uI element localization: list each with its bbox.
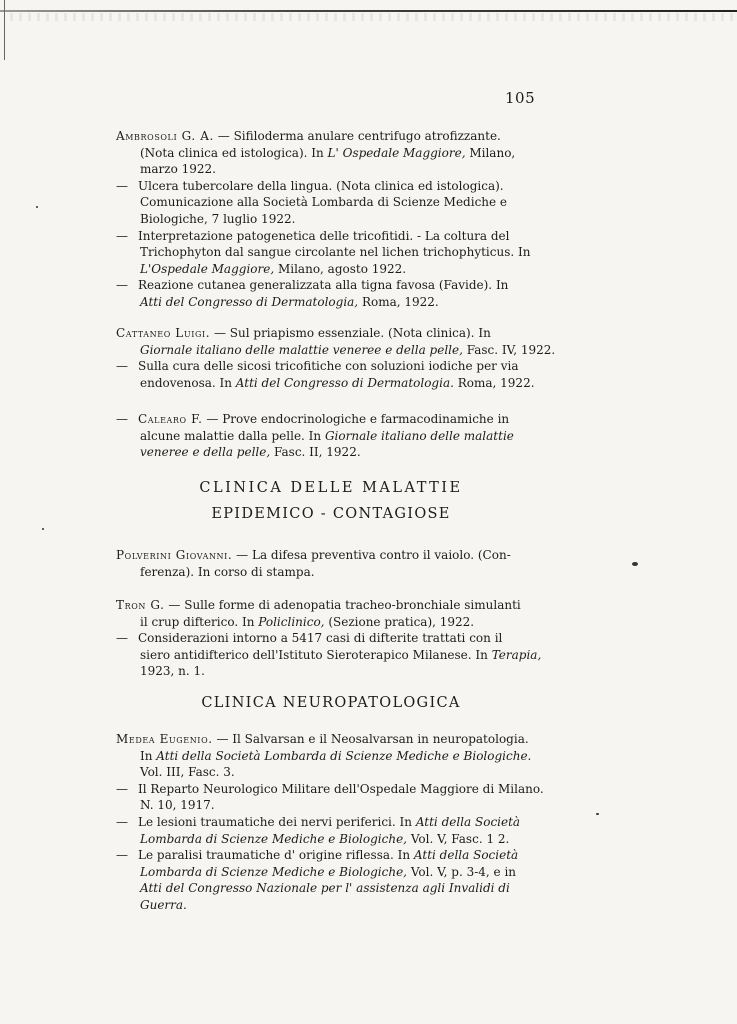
author-name: Ambrosoli G. A. xyxy=(116,129,214,143)
entry-dash: — xyxy=(116,814,128,829)
bib-entry: — Le paralisi traumatiche d' origine riflessa. In Atti della Società Lombarda di Scienze Mediche e Biologiche, Vol. V, p. 3-4, e in Atti del Congresso Nazionale per l' assistenza agli Invalidi di Guerra. xyxy=(116,848,519,912)
bib-entry: — Le lesioni traumatiche dei nervi periferici. In Atti della Società Lombarda di Scienze Mediche e Biologiche, Vol. V, Fasc. 1 2. xyxy=(116,814,521,846)
bib-entry: — Il Reparto Neurologico Militare dell'Ospedale Maggiore di Milano. N. 10, 1917. xyxy=(116,781,544,813)
entry-dash: — xyxy=(116,178,128,193)
bib-entry: — Reazione cutanea generalizzata alla tigna favosa (Favide). In Atti del Congresso di Dermatologia, Roma, 1922. xyxy=(116,278,509,309)
bib-entry: — Interpretazione patogenetica delle tricofitidi. - La coltura del Trichophyton dal sangue circolante nel lichen trichophyticus. In L'Ospedale Maggiore, Milano, agosto 1922. xyxy=(116,228,531,276)
author-name: Tron G. xyxy=(116,598,165,612)
entry-dash: — xyxy=(116,228,128,243)
entry-dash: — xyxy=(116,278,128,293)
scan-speck xyxy=(632,562,638,566)
author-name: Cattaneo Luigi. xyxy=(116,326,211,340)
entry-dash: — xyxy=(116,781,128,796)
author-name: Calearo F. xyxy=(138,412,203,426)
section-tron xyxy=(116,597,546,680)
bib-entry: Tron G. — Sulle forme di adenopatia tracheo-bronchiale simulanti il crup difterico. In Policlinico, (Sezione pratica), 1922. xyxy=(116,598,521,629)
section-subheading: EPIDEMICO - CONTAGIOSE xyxy=(211,506,451,522)
left-edge-mark xyxy=(4,0,5,60)
bib-entry: Medea Eugenio. — Il Salvarsan e il Neosalvarsan in neuropatologia. In Atti della Società Lombarda di Scienze Mediche e Biologiche. Vol. III, Fasc. 3. xyxy=(116,732,532,780)
section-heading: CLINICA DELLE MALATTIE xyxy=(199,480,463,496)
bib-entry: — Calearo F. — Prove endocrinologiche e farmacodinamiche in alcune malattie dalla pelle. In Giornale italiano delle malattie veneree e della pelle, Fasc. II, 1922. xyxy=(116,412,514,460)
entry-dash: — xyxy=(116,359,128,374)
section-cattaneo xyxy=(116,325,556,391)
section-medea xyxy=(116,731,546,914)
scan-speck xyxy=(596,813,599,815)
bib-entry: — Considerazioni intorno a 5417 casi di difterite trattati con il siero antidifterico dell'Istituto Sieroterapico Milanese. In Terapia, 1923, n. 1. xyxy=(116,631,542,679)
author-name: Polverini Giovanni. xyxy=(116,548,233,562)
bib-entry: — Sulla cura delle sicosi tricofitiche con soluzioni iodiche per via endovenosa. In Atti del Congresso di Dermatologia. Roma, 1922. xyxy=(116,359,535,390)
entry-dash: — xyxy=(116,412,128,426)
top-edge-texture xyxy=(10,13,737,21)
entry-dash: — xyxy=(116,848,128,863)
section-heading: CLINICA NEUROPATOLOGICA xyxy=(201,695,461,711)
bib-entry: Polverini Giovanni. — La difesa preventiva contro il vaiolo. (Con- ferenza). In corso di stampa. xyxy=(116,548,511,579)
top-edge-line xyxy=(0,10,737,12)
bib-entry: Cattaneo Luigi. — Sul priapismo essenziale. (Nota clinica). In Giornale italiano delle malattie veneree e della pelle, Fasc. IV, 1922. xyxy=(116,326,556,357)
scan-speck xyxy=(36,206,38,208)
section-ambrosoli xyxy=(116,128,546,311)
bib-entry: — Ulcera tubercolare della lingua. (Nota clinica ed istologica). Comunicazione alla Società Lombarda di Scienze Mediche e Biologiche, 7 luglio 1922. xyxy=(116,178,508,226)
bib-entry: Ambrosoli G. A. — Sifiloderma anulare centrifugo atrofizzante. (Nota clinica ed istologica). In L' Ospedale Maggiore, Milano, marzo 1922. xyxy=(116,129,516,177)
entry-dash: — xyxy=(116,631,128,646)
scan-speck xyxy=(42,528,44,530)
author-name: Medea Eugenio. xyxy=(116,732,213,746)
section-polverini xyxy=(116,547,546,580)
page-number: 105 xyxy=(505,89,536,107)
section-calearo xyxy=(116,411,546,461)
